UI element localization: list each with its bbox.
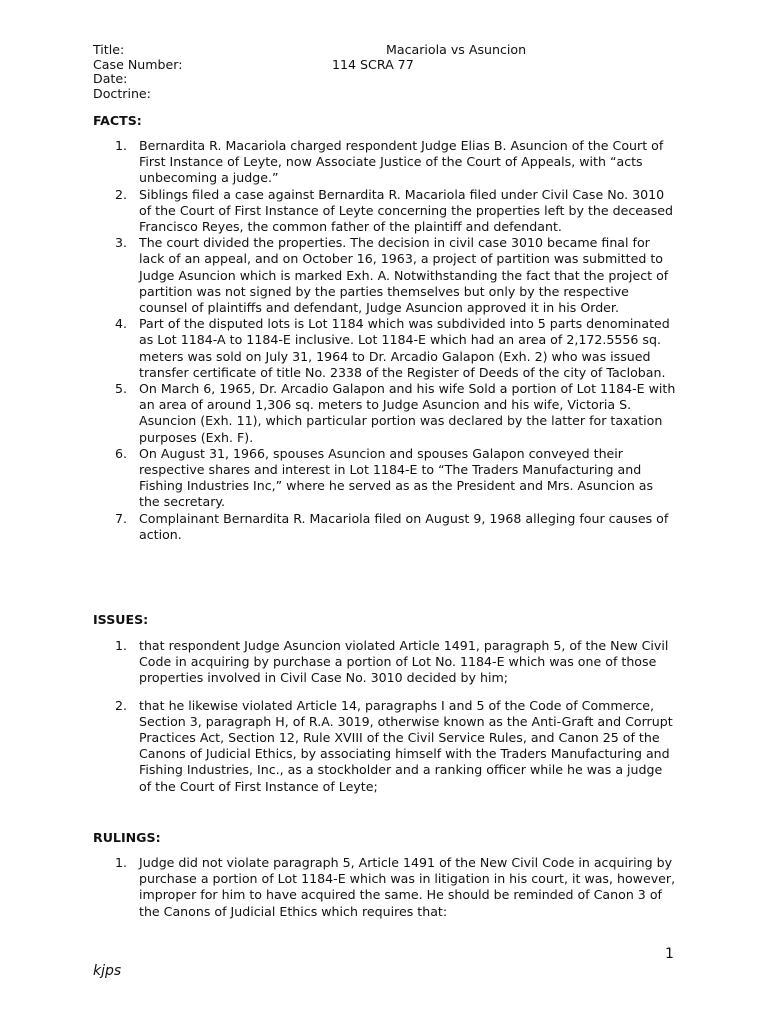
- item-text: Part of the disputed lots is Lot 1184 which was subdivided into 5 parts denominated as Lot 1184-A to 1184-E inclusive. Lot 1184-E which had an area of 2,172.5556 sq. meters was sold on July 31, 1964 to Dr. Arcadio Galapon (Exh. 2) who was issued transfer certificate of title No. 2338 of the Register of Deeds of the city of Tacloban.: [139, 316, 670, 380]
- doctrine-label: Doctrine:: [93, 85, 151, 101]
- list-item: [93, 187, 677, 236]
- item-number: 3.: [115, 235, 128, 251]
- date-row: [93, 71, 693, 86]
- issues-heading: ISSUES:: [93, 612, 149, 627]
- item-text: Bernardita R. Macariola charged respondent Judge Elias B. Asuncion of the Court of First Instance of Leyte, now Associate Justice of the Court of Appeals, with “acts unbecoming a judge.”: [139, 138, 664, 186]
- title-row: [93, 42, 693, 57]
- facts-list: [93, 138, 677, 543]
- item-text: Complainant Bernardita R. Macariola filed on August 9, 1968 alleging four causes of action.: [139, 510, 669, 542]
- list-item: [93, 316, 677, 381]
- list-item: [93, 855, 677, 920]
- item-text: that he likewise violated Article 14, paragraphs I and 5 of the Code of Commerce, Section 3, paragraph H, of R.A. 3019, otherwise known as the Anti-Graft and Corrupt Practices Act, Section 12, Rule XVIII of the Civil Service Rules, and Canon 25 of the Canons of Judicial Ethics, by associating himself with the Traders Manufacturing and Fishing Industries, Inc., as a stockholder and a ranking officer while he was a judge of the Court of First Instance of Leyte;: [139, 697, 673, 794]
- case-number-value: 114 SCRA 77: [332, 56, 414, 72]
- rulings-list: [93, 855, 677, 920]
- list-item: [93, 381, 677, 446]
- item-number: 5.: [115, 381, 128, 397]
- item-text: On August 31, 1966, spouses Asuncion and spouses Galapon conveyed their respective shares and interest in Lot 1184-E to “The Traders Manufacturing and Fishing Industries Inc,” where he served as as the President and Mrs. Asuncion as the secretary.: [139, 445, 654, 510]
- issues-list: [93, 638, 677, 795]
- item-number: 7.: [115, 510, 128, 526]
- case-number-label: Case Number:: [93, 56, 183, 72]
- case-header: [93, 42, 693, 100]
- item-text: On March 6, 1965, Dr. Arcadio Galapon and his wife Sold a portion of Lot 1184-E with an area of around 1,306 sq. meters to Judge Asuncion and his wife, Victoria S. Asuncion (Exh. 11), which particular portion was declared by the latter for taxation purposes (Exh. F).: [139, 381, 676, 445]
- list-item: [93, 638, 677, 687]
- item-number: 1.: [115, 638, 128, 653]
- item-number: 1.: [115, 138, 128, 153]
- item-text: that respondent Judge Asuncion violated Article 1491, paragraph 5, of the New Civil Code in acquiring by purchase a portion of Lot No. 1184-E which was one of those properties involved in Civil Case No. 3010 decided by him;: [139, 638, 669, 686]
- item-text: Judge did not violate paragraph 5, Article 1491 of the New Civil Code in acquiring by purchase a portion of Lot 1184-E which was in litigation in his court, it was, however, improper for him to have acquired the same. He should be reminded of Canon 3 of the Canons of Judicial Ethics which requires that:: [139, 855, 676, 919]
- rulings-heading: RULINGS:: [93, 830, 161, 845]
- list-item: [93, 235, 677, 316]
- item-number: 1.: [115, 855, 128, 870]
- list-item: [93, 511, 677, 543]
- item-text: The court divided the properties. The decision in civil case 3010 became final for lack of an appeal, and on October 16, 1963, a project of partition was submitted to Judge Asuncion which is marked Exh. A. Notwithstanding the fact that the project of partition was not signed by the parties themselves but only by the respective counsel of plaintiffs and defendant, Judge Asuncion approved it in his Order.: [139, 235, 669, 316]
- item-number: 2.: [115, 697, 128, 713]
- item-number: 2.: [115, 186, 128, 202]
- list-item: [93, 138, 677, 187]
- title-label: Title:: [93, 42, 125, 57]
- item-number: 4.: [115, 316, 128, 332]
- title-value: Macariola vs Asuncion: [386, 42, 527, 57]
- item-text: Siblings filed a case against Bernardita R. Macariola filed under Civil Case No. 3010 of the Court of First Instance of Leyte concerning the properties left by the deceased Francisco Reyes, the common father of the plaintiff and defendant.: [139, 186, 674, 235]
- footer-initials: kjps: [93, 963, 122, 979]
- item-number: 6.: [115, 445, 128, 461]
- date-label: Date:: [93, 71, 128, 86]
- list-item: [93, 446, 677, 511]
- page-number: 1: [665, 946, 674, 962]
- facts-heading: FACTS:: [93, 113, 142, 128]
- list-item: [93, 698, 677, 795]
- doctrine-row: [93, 86, 693, 101]
- case-number-row: [93, 57, 693, 72]
